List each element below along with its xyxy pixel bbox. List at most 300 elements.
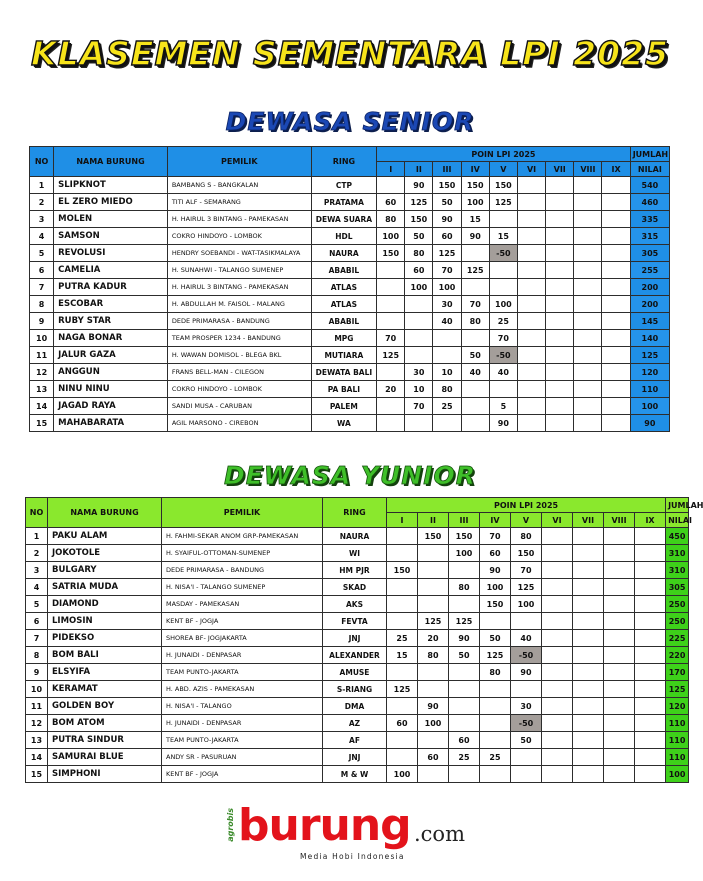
logo-tagline: Media Hobi Indonesia bbox=[300, 852, 405, 861]
round-points-cell: 125 bbox=[433, 245, 461, 262]
owner-cell: SHOREA BF- JOGJAKARTA bbox=[162, 630, 323, 647]
col-header-round: VI bbox=[517, 162, 545, 177]
round-points-cell bbox=[546, 262, 574, 279]
bird-name-cell: REVOLUSI bbox=[54, 245, 168, 262]
round-points-cell: 25 bbox=[480, 749, 511, 766]
round-points-cell bbox=[604, 681, 635, 698]
ring-cell: ABABIL bbox=[311, 262, 376, 279]
round-points-cell bbox=[602, 279, 630, 296]
round-points-cell bbox=[573, 528, 604, 545]
table-row bbox=[30, 347, 670, 364]
col-header-nama-burung: NAMA BURUNG bbox=[54, 147, 168, 177]
owner-cell: H. ABD. AZIS - PAMEKASAN bbox=[162, 681, 323, 698]
round-points-cell: 125 bbox=[377, 347, 405, 364]
round-points-cell: 150 bbox=[387, 562, 418, 579]
ring-cell: PRATAMA bbox=[311, 194, 376, 211]
round-points-cell: 80 bbox=[405, 245, 433, 262]
round-points-cell: 50 bbox=[449, 647, 480, 664]
round-points-cell bbox=[635, 766, 666, 783]
round-points-cell bbox=[546, 313, 574, 330]
round-points-cell: 60 bbox=[449, 732, 480, 749]
total-score-cell: 110 bbox=[630, 381, 669, 398]
round-points-cell bbox=[511, 766, 542, 783]
round-points-cell bbox=[461, 415, 489, 432]
round-points-cell bbox=[546, 415, 574, 432]
round-points-cell bbox=[489, 279, 517, 296]
round-points-cell bbox=[517, 296, 545, 313]
bird-name-cell: PUTRA KADUR bbox=[54, 279, 168, 296]
round-points-cell bbox=[574, 245, 602, 262]
table-row bbox=[26, 613, 689, 630]
bird-name-cell: JALUR GAZA bbox=[54, 347, 168, 364]
round-points-cell bbox=[511, 749, 542, 766]
round-points-cell bbox=[418, 596, 449, 613]
col-header-jumlah: JUMLAH bbox=[630, 147, 669, 162]
round-points-cell bbox=[635, 579, 666, 596]
round-points-cell bbox=[604, 732, 635, 749]
rank-cell: 4 bbox=[26, 579, 48, 596]
round-points-cell bbox=[573, 732, 604, 749]
round-points-cell: 10 bbox=[433, 364, 461, 381]
round-points-cell bbox=[387, 579, 418, 596]
round-points-cell bbox=[574, 381, 602, 398]
round-points-cell bbox=[387, 596, 418, 613]
rank-cell: 12 bbox=[26, 715, 48, 732]
round-points-cell bbox=[574, 347, 602, 364]
col-header-round: III bbox=[449, 513, 480, 528]
round-points-cell bbox=[604, 562, 635, 579]
col-header-round: IV bbox=[461, 162, 489, 177]
table-row bbox=[26, 630, 689, 647]
ring-cell: HDL bbox=[311, 228, 376, 245]
ring-cell: NAURA bbox=[311, 245, 376, 262]
total-score-cell: 200 bbox=[630, 279, 669, 296]
total-score-cell: 125 bbox=[630, 347, 669, 364]
owner-cell: FRANS BELL-MAN - CILEGON bbox=[167, 364, 311, 381]
round-points-cell bbox=[511, 613, 542, 630]
round-points-cell bbox=[489, 262, 517, 279]
round-points-cell bbox=[377, 364, 405, 381]
owner-cell: ANDY SR - PASURUAN bbox=[162, 749, 323, 766]
rank-cell: 6 bbox=[26, 613, 48, 630]
table-row bbox=[30, 211, 670, 228]
round-points-cell: 125 bbox=[387, 681, 418, 698]
round-points-cell: 70 bbox=[461, 296, 489, 313]
ring-cell: NAURA bbox=[323, 528, 387, 545]
round-points-cell bbox=[573, 681, 604, 698]
round-points-cell bbox=[574, 313, 602, 330]
round-points-cell: 10 bbox=[405, 381, 433, 398]
round-points-cell: 60 bbox=[433, 228, 461, 245]
rank-cell: 8 bbox=[30, 296, 54, 313]
round-points-cell bbox=[489, 381, 517, 398]
owner-cell: H. SUNAHWI - TALANGO SUMENEP bbox=[167, 262, 311, 279]
col-header-round: IX bbox=[635, 513, 666, 528]
round-points-cell: 100 bbox=[511, 596, 542, 613]
table-row bbox=[26, 681, 689, 698]
round-points-cell bbox=[387, 664, 418, 681]
table-row bbox=[26, 664, 689, 681]
owner-cell: H. SYAIFUL-OTTOMAN-SUMENEP bbox=[162, 545, 323, 562]
round-points-cell: 90 bbox=[480, 562, 511, 579]
round-points-cell bbox=[602, 245, 630, 262]
round-points-cell: 80 bbox=[418, 647, 449, 664]
round-points-cell: 40 bbox=[511, 630, 542, 647]
bird-name-cell: MOLEN bbox=[54, 211, 168, 228]
table-row bbox=[30, 245, 670, 262]
round-points-cell bbox=[405, 347, 433, 364]
owner-cell: BAMBANG S - BANGKALAN bbox=[167, 177, 311, 194]
round-points-cell bbox=[377, 398, 405, 415]
round-points-cell bbox=[480, 715, 511, 732]
bird-name-cell: PIDEKSO bbox=[48, 630, 162, 647]
bird-name-cell: NINU NINU bbox=[54, 381, 168, 398]
bird-name-cell: SAMSON bbox=[54, 228, 168, 245]
col-header-round: IX bbox=[602, 162, 630, 177]
table-row bbox=[30, 194, 670, 211]
round-points-cell bbox=[573, 579, 604, 596]
bird-name-cell: RUBY STAR bbox=[54, 313, 168, 330]
table-row bbox=[26, 647, 689, 664]
bird-name-cell: SAMURAI BLUE bbox=[48, 749, 162, 766]
total-score-cell: 120 bbox=[666, 698, 689, 715]
round-points-cell: 100 bbox=[449, 545, 480, 562]
col-header-nilai: NILAI bbox=[630, 162, 669, 177]
round-points-cell bbox=[511, 681, 542, 698]
logo-prefix: agrobis bbox=[226, 808, 235, 842]
ring-cell: M & W bbox=[323, 766, 387, 783]
col-header-round: VIII bbox=[604, 513, 635, 528]
round-points-cell bbox=[574, 262, 602, 279]
round-points-cell: 70 bbox=[433, 262, 461, 279]
round-points-cell bbox=[542, 528, 573, 545]
round-points-cell: 90 bbox=[449, 630, 480, 647]
round-points-cell: 20 bbox=[418, 630, 449, 647]
total-score-cell: 125 bbox=[666, 681, 689, 698]
rank-cell: 8 bbox=[26, 647, 48, 664]
owner-cell: TITI ALF - SEMARANG bbox=[167, 194, 311, 211]
round-points-cell bbox=[546, 347, 574, 364]
round-points-cell bbox=[574, 296, 602, 313]
round-points-cell: 125 bbox=[511, 579, 542, 596]
round-points-cell: 50 bbox=[480, 630, 511, 647]
rank-cell: 3 bbox=[30, 211, 54, 228]
owner-cell: H. ABDULLAH M. FAISOL - MALANG bbox=[167, 296, 311, 313]
bird-name-cell: ANGGUN bbox=[54, 364, 168, 381]
total-score-cell: 250 bbox=[666, 613, 689, 630]
round-points-cell bbox=[480, 681, 511, 698]
round-points-cell bbox=[517, 245, 545, 262]
total-score-cell: 110 bbox=[666, 715, 689, 732]
rank-cell: 14 bbox=[26, 749, 48, 766]
owner-cell: DEDE PRIMARASA - BANDUNG bbox=[162, 562, 323, 579]
ring-cell: MUTIARA bbox=[311, 347, 376, 364]
round-points-cell bbox=[433, 330, 461, 347]
round-points-cell bbox=[517, 194, 545, 211]
table-row bbox=[26, 749, 689, 766]
owner-cell: H. HAIRUL 3 BINTANG - PAMEKASAN bbox=[167, 279, 311, 296]
owner-cell: TEAM PROSPER 1234 - BANDUNG bbox=[167, 330, 311, 347]
bird-name-cell: ESCOBAR bbox=[54, 296, 168, 313]
rank-cell: 2 bbox=[26, 545, 48, 562]
round-points-cell bbox=[418, 562, 449, 579]
yunior-section-title: DEWASA YUNIOR bbox=[223, 461, 477, 490]
round-points-cell bbox=[517, 262, 545, 279]
col-header-round: V bbox=[511, 513, 542, 528]
round-points-cell bbox=[418, 664, 449, 681]
total-score-cell: 200 bbox=[630, 296, 669, 313]
round-points-cell bbox=[418, 681, 449, 698]
round-points-cell bbox=[433, 347, 461, 364]
table-row bbox=[30, 296, 670, 313]
round-points-cell bbox=[387, 749, 418, 766]
round-points-cell bbox=[573, 562, 604, 579]
bird-name-cell: GOLDEN BOY bbox=[48, 698, 162, 715]
header-row bbox=[30, 147, 670, 162]
round-points-cell bbox=[546, 296, 574, 313]
total-score-cell: 110 bbox=[666, 732, 689, 749]
round-points-cell: 100 bbox=[461, 194, 489, 211]
ring-cell: PA BALI bbox=[311, 381, 376, 398]
total-score-cell: 145 bbox=[630, 313, 669, 330]
col-header-no: NO bbox=[30, 147, 54, 177]
total-score-cell: 110 bbox=[666, 749, 689, 766]
round-points-cell: 60 bbox=[480, 545, 511, 562]
round-points-cell bbox=[604, 545, 635, 562]
round-points-cell: 15 bbox=[461, 211, 489, 228]
round-points-cell bbox=[635, 613, 666, 630]
round-points-cell bbox=[480, 698, 511, 715]
round-points-cell bbox=[377, 296, 405, 313]
round-points-cell bbox=[387, 545, 418, 562]
col-header-ring: RING bbox=[311, 147, 376, 177]
rank-cell: 1 bbox=[30, 177, 54, 194]
round-points-cell bbox=[517, 313, 545, 330]
round-points-cell bbox=[604, 579, 635, 596]
round-points-cell: 125 bbox=[489, 194, 517, 211]
rank-cell: 1 bbox=[26, 528, 48, 545]
round-points-cell: 100 bbox=[489, 296, 517, 313]
round-points-cell bbox=[449, 664, 480, 681]
round-points-cell bbox=[546, 211, 574, 228]
bird-name-cell: SIMPHONI bbox=[48, 766, 162, 783]
round-points-cell bbox=[377, 177, 405, 194]
rank-cell: 15 bbox=[30, 415, 54, 432]
round-points-cell: 100 bbox=[405, 279, 433, 296]
owner-cell: H. JUNAIDI - DENPASAR bbox=[162, 715, 323, 732]
round-points-cell bbox=[542, 579, 573, 596]
col-header-pemilik: PEMILIK bbox=[167, 147, 311, 177]
bird-name-cell: BOM BALI bbox=[48, 647, 162, 664]
round-points-cell bbox=[377, 313, 405, 330]
bird-name-cell: ELSYIFA bbox=[48, 664, 162, 681]
col-header-ring: RING bbox=[323, 498, 387, 528]
col-header-round: II bbox=[405, 162, 433, 177]
round-points-cell bbox=[517, 279, 545, 296]
round-points-cell bbox=[405, 313, 433, 330]
round-points-cell bbox=[635, 528, 666, 545]
bird-name-cell: SATRIA MUDA bbox=[48, 579, 162, 596]
round-points-cell bbox=[517, 347, 545, 364]
round-points-cell bbox=[418, 732, 449, 749]
round-points-cell bbox=[517, 364, 545, 381]
round-points-cell bbox=[574, 415, 602, 432]
round-points-cell bbox=[546, 177, 574, 194]
round-points-cell bbox=[574, 330, 602, 347]
round-points-cell bbox=[517, 415, 545, 432]
round-points-cell bbox=[449, 766, 480, 783]
round-points-cell bbox=[517, 330, 545, 347]
table-row bbox=[30, 177, 670, 194]
yunior-standings-table bbox=[25, 497, 703, 783]
round-points-cell: -50 bbox=[489, 347, 517, 364]
owner-cell: HENDRY SOEBANDI - WAT-TASIKMALAYA bbox=[167, 245, 311, 262]
round-points-cell bbox=[635, 681, 666, 698]
round-points-cell: 150 bbox=[480, 596, 511, 613]
owner-cell: AGIL MARSONO - CIREBON bbox=[167, 415, 311, 432]
round-points-cell bbox=[461, 245, 489, 262]
round-points-cell bbox=[546, 245, 574, 262]
col-header-round: III bbox=[433, 162, 461, 177]
table-row bbox=[26, 596, 689, 613]
rank-cell: 5 bbox=[26, 596, 48, 613]
owner-cell: COKRO HINDOYO - LOMBOK bbox=[167, 228, 311, 245]
round-points-cell bbox=[602, 415, 630, 432]
bird-name-cell: NAGA BONAR bbox=[54, 330, 168, 347]
col-header-jumlah: JUMLAH bbox=[666, 498, 689, 513]
owner-cell: H. WAWAN DOMISOL - BLEGA BKL bbox=[167, 347, 311, 364]
page-title: KLASEMEN SEMENTARA LPI 2025 bbox=[31, 34, 669, 73]
rank-cell: 9 bbox=[26, 664, 48, 681]
senior-standings-table bbox=[29, 146, 670, 432]
round-points-cell bbox=[387, 528, 418, 545]
logo-brand: burung bbox=[238, 800, 411, 851]
round-points-cell bbox=[480, 732, 511, 749]
rank-cell: 10 bbox=[30, 330, 54, 347]
round-points-cell bbox=[433, 415, 461, 432]
round-points-cell bbox=[602, 177, 630, 194]
bird-name-cell: BOM ATOM bbox=[48, 715, 162, 732]
round-points-cell bbox=[461, 398, 489, 415]
col-header-round: II bbox=[418, 513, 449, 528]
round-points-cell: -50 bbox=[489, 245, 517, 262]
bird-name-cell: CAMELIA bbox=[54, 262, 168, 279]
round-points-cell bbox=[542, 698, 573, 715]
total-score-cell: 540 bbox=[630, 177, 669, 194]
bird-name-cell: JAGAD RAYA bbox=[54, 398, 168, 415]
ring-cell: S-RIANG bbox=[323, 681, 387, 698]
bird-name-cell: MAHABARATA bbox=[54, 415, 168, 432]
col-header-round: V bbox=[489, 162, 517, 177]
round-points-cell bbox=[517, 211, 545, 228]
total-score-cell: 305 bbox=[666, 579, 689, 596]
bird-name-cell: EL ZERO MIEDO bbox=[54, 194, 168, 211]
table-row bbox=[26, 732, 689, 749]
total-score-cell: 100 bbox=[666, 766, 689, 783]
round-points-cell bbox=[449, 562, 480, 579]
round-points-cell bbox=[546, 194, 574, 211]
col-header-poin: POIN LPI 2025 bbox=[387, 498, 666, 513]
round-points-cell: 150 bbox=[377, 245, 405, 262]
bird-name-cell: LIMOSIN bbox=[48, 613, 162, 630]
table-row bbox=[30, 398, 670, 415]
total-score-cell: 170 bbox=[666, 664, 689, 681]
table-row bbox=[26, 545, 689, 562]
rank-cell: 2 bbox=[30, 194, 54, 211]
table-row bbox=[30, 415, 670, 432]
col-header-round: VII bbox=[573, 513, 604, 528]
owner-cell: H. HAIRUL 3 BINTANG - PAMEKASAN bbox=[167, 211, 311, 228]
rank-cell: 9 bbox=[30, 313, 54, 330]
round-points-cell: 40 bbox=[489, 364, 517, 381]
round-points-cell bbox=[602, 330, 630, 347]
round-points-cell bbox=[418, 545, 449, 562]
round-points-cell: 15 bbox=[489, 228, 517, 245]
rank-cell: 13 bbox=[26, 732, 48, 749]
round-points-cell bbox=[602, 381, 630, 398]
total-score-cell: 120 bbox=[630, 364, 669, 381]
ring-cell: CTP bbox=[311, 177, 376, 194]
round-points-cell bbox=[517, 398, 545, 415]
owner-cell: H. NISA'I - TALANGO SUMENEP bbox=[162, 579, 323, 596]
total-score-cell: 220 bbox=[666, 647, 689, 664]
ring-cell: HM PJR bbox=[323, 562, 387, 579]
round-points-cell: 80 bbox=[433, 381, 461, 398]
round-points-cell bbox=[387, 732, 418, 749]
owner-cell: DEDE PRIMARASA - BANDUNG bbox=[167, 313, 311, 330]
round-points-cell bbox=[405, 415, 433, 432]
round-points-cell bbox=[602, 228, 630, 245]
round-points-cell bbox=[604, 630, 635, 647]
table-row bbox=[26, 766, 689, 783]
round-points-cell bbox=[573, 613, 604, 630]
owner-cell: KENT BF - JOGJA bbox=[162, 613, 323, 630]
rank-cell: 11 bbox=[26, 698, 48, 715]
round-points-cell bbox=[574, 398, 602, 415]
round-points-cell bbox=[604, 766, 635, 783]
col-header-nama-burung: NAMA BURUNG bbox=[48, 498, 162, 528]
round-points-cell bbox=[542, 545, 573, 562]
round-points-cell bbox=[573, 647, 604, 664]
round-points-cell bbox=[635, 630, 666, 647]
round-points-cell: 15 bbox=[387, 647, 418, 664]
round-points-cell: 100 bbox=[433, 279, 461, 296]
total-score-cell: 225 bbox=[666, 630, 689, 647]
round-points-cell bbox=[449, 715, 480, 732]
round-points-cell: 100 bbox=[418, 715, 449, 732]
bird-name-cell: JOKOTOLE bbox=[48, 545, 162, 562]
round-points-cell bbox=[461, 330, 489, 347]
ring-cell: AZ bbox=[323, 715, 387, 732]
round-points-cell bbox=[449, 698, 480, 715]
col-header-poin: POIN LPI 2025 bbox=[377, 147, 631, 162]
table-row bbox=[30, 262, 670, 279]
rank-cell: 12 bbox=[30, 364, 54, 381]
round-points-cell bbox=[546, 228, 574, 245]
round-points-cell bbox=[602, 313, 630, 330]
table-row bbox=[26, 579, 689, 596]
bird-name-cell: PUTRA SINDUR bbox=[48, 732, 162, 749]
round-points-cell bbox=[602, 296, 630, 313]
round-points-cell: 150 bbox=[405, 211, 433, 228]
round-points-cell: 125 bbox=[405, 194, 433, 211]
round-points-cell bbox=[573, 596, 604, 613]
round-points-cell bbox=[635, 647, 666, 664]
round-points-cell bbox=[604, 613, 635, 630]
round-points-cell bbox=[602, 398, 630, 415]
total-score-cell: 255 bbox=[630, 262, 669, 279]
round-points-cell: 150 bbox=[461, 177, 489, 194]
